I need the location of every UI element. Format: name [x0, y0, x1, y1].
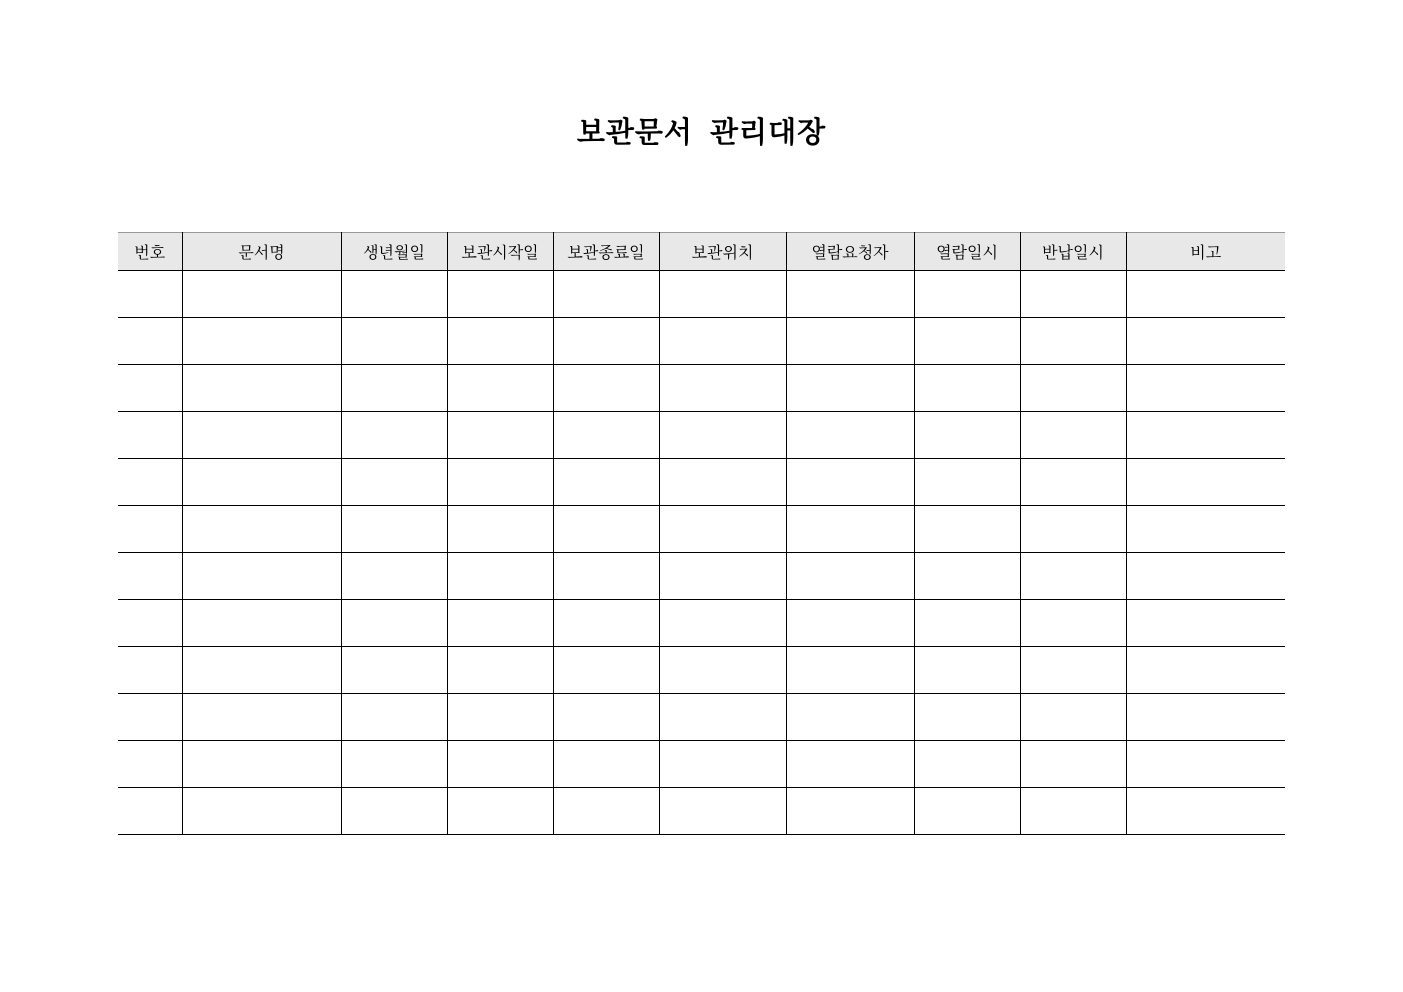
- table-cell[interactable]: [182, 553, 341, 600]
- table-cell[interactable]: [341, 412, 447, 459]
- table-header-row: [118, 233, 1285, 271]
- table-cell[interactable]: [659, 365, 786, 412]
- table-cell[interactable]: [118, 600, 182, 647]
- table-cell[interactable]: [1126, 365, 1285, 412]
- column-header-document-name: 문서명: [182, 233, 341, 271]
- table-cell[interactable]: [553, 600, 659, 647]
- document-register-table: [118, 232, 1285, 835]
- table-cell[interactable]: [914, 459, 1020, 506]
- table-cell[interactable]: [786, 694, 914, 741]
- table-row: [118, 318, 1285, 365]
- table-cell[interactable]: [447, 365, 553, 412]
- table-cell[interactable]: [1020, 741, 1126, 788]
- table-cell[interactable]: [447, 271, 553, 318]
- table-cell[interactable]: [786, 600, 914, 647]
- table-cell[interactable]: [182, 459, 341, 506]
- table-cell[interactable]: [553, 788, 659, 835]
- table-cell[interactable]: [914, 365, 1020, 412]
- table-cell[interactable]: [553, 506, 659, 553]
- table-cell[interactable]: [118, 506, 182, 553]
- table-cell[interactable]: [341, 647, 447, 694]
- table-cell[interactable]: [1020, 271, 1126, 318]
- table-cell[interactable]: [341, 318, 447, 365]
- table-cell[interactable]: [447, 741, 553, 788]
- table-cell[interactable]: [182, 271, 341, 318]
- table-row: [118, 694, 1285, 741]
- table-cell[interactable]: [1020, 459, 1126, 506]
- table-row: [118, 271, 1285, 318]
- table-cell[interactable]: [659, 694, 786, 741]
- table-cell[interactable]: [118, 459, 182, 506]
- column-header-storage-start: 보관시작일: [447, 233, 553, 271]
- table-cell[interactable]: [659, 412, 786, 459]
- table-cell[interactable]: [118, 365, 182, 412]
- column-header-birth-date: 생년월일: [341, 233, 447, 271]
- column-header-storage-location: 보관위치: [659, 233, 786, 271]
- table-row: [118, 553, 1285, 600]
- table-cell[interactable]: [1020, 694, 1126, 741]
- table-cell[interactable]: [659, 788, 786, 835]
- table-row: [118, 459, 1285, 506]
- table-cell[interactable]: [118, 553, 182, 600]
- table-row: [118, 741, 1285, 788]
- table-cell[interactable]: [914, 694, 1020, 741]
- table-cell[interactable]: [118, 647, 182, 694]
- table-cell[interactable]: [914, 506, 1020, 553]
- table-cell[interactable]: [659, 741, 786, 788]
- table-cell[interactable]: [341, 271, 447, 318]
- table-cell[interactable]: [1020, 318, 1126, 365]
- table-cell[interactable]: [786, 788, 914, 835]
- table-cell[interactable]: [553, 365, 659, 412]
- table-cell[interactable]: [182, 506, 341, 553]
- table-cell[interactable]: [786, 365, 914, 412]
- table-cell[interactable]: [182, 647, 341, 694]
- table-cell[interactable]: [341, 459, 447, 506]
- table-cell[interactable]: [341, 600, 447, 647]
- table-cell[interactable]: [1126, 788, 1285, 835]
- table-cell[interactable]: [182, 694, 341, 741]
- table-cell[interactable]: [1020, 553, 1126, 600]
- table-cell[interactable]: [1126, 600, 1285, 647]
- table-cell[interactable]: [447, 412, 553, 459]
- table-cell[interactable]: [1126, 459, 1285, 506]
- table-row: [118, 788, 1285, 835]
- table-cell[interactable]: [659, 647, 786, 694]
- table-cell[interactable]: [447, 553, 553, 600]
- table-cell[interactable]: [182, 600, 341, 647]
- table-cell[interactable]: [341, 506, 447, 553]
- table-cell[interactable]: [182, 412, 341, 459]
- table-cell[interactable]: [118, 318, 182, 365]
- table-cell[interactable]: [914, 600, 1020, 647]
- table-cell[interactable]: [118, 788, 182, 835]
- table-cell[interactable]: [914, 741, 1020, 788]
- table-cell[interactable]: [447, 788, 553, 835]
- table-cell[interactable]: [447, 694, 553, 741]
- table-cell[interactable]: [914, 788, 1020, 835]
- table-row: [118, 647, 1285, 694]
- table-cell[interactable]: [341, 788, 447, 835]
- table-cell[interactable]: [1020, 600, 1126, 647]
- table-cell[interactable]: [659, 553, 786, 600]
- table-cell[interactable]: [553, 271, 659, 318]
- table-cell[interactable]: [447, 459, 553, 506]
- table-cell[interactable]: [659, 271, 786, 318]
- table-cell[interactable]: [659, 506, 786, 553]
- table-cell[interactable]: [118, 412, 182, 459]
- table-cell[interactable]: [659, 318, 786, 365]
- table-cell[interactable]: [553, 412, 659, 459]
- column-header-remarks: 비고: [1126, 233, 1285, 271]
- table-cell[interactable]: [786, 506, 914, 553]
- table-cell[interactable]: [1126, 318, 1285, 365]
- column-header-number: 번호: [118, 233, 182, 271]
- page-title: 보관문서 관리대장: [576, 115, 827, 149]
- table-row: [118, 600, 1285, 647]
- table-cell[interactable]: [1126, 553, 1285, 600]
- table-cell[interactable]: [1126, 412, 1285, 459]
- column-header-return-datetime: 반납일시: [1020, 233, 1126, 271]
- table-cell[interactable]: [341, 553, 447, 600]
- table-cell[interactable]: [1020, 647, 1126, 694]
- table-cell[interactable]: [786, 412, 914, 459]
- table-cell[interactable]: [182, 741, 341, 788]
- table-cell[interactable]: [553, 459, 659, 506]
- table-row: [118, 365, 1285, 412]
- table-cell[interactable]: [1126, 694, 1285, 741]
- table-cell[interactable]: [341, 694, 447, 741]
- column-header-requester: 열람요청자: [786, 233, 914, 271]
- table-body: [118, 271, 1285, 835]
- column-header-storage-end: 보관종료일: [553, 233, 659, 271]
- table-cell[interactable]: [786, 318, 914, 365]
- table-cell[interactable]: [786, 459, 914, 506]
- table-cell[interactable]: [447, 647, 553, 694]
- column-header-view-datetime: 열람일시: [914, 233, 1020, 271]
- table-cell[interactable]: [1020, 788, 1126, 835]
- table-cell[interactable]: [1020, 365, 1126, 412]
- table-cell[interactable]: [786, 647, 914, 694]
- table-cell[interactable]: [553, 553, 659, 600]
- table-row: [118, 506, 1285, 553]
- table-cell[interactable]: [914, 553, 1020, 600]
- table-cell[interactable]: [914, 412, 1020, 459]
- table-cell[interactable]: [118, 741, 182, 788]
- table-cell[interactable]: [118, 694, 182, 741]
- table-cell[interactable]: [553, 318, 659, 365]
- table-cell[interactable]: [553, 741, 659, 788]
- table-cell[interactable]: [914, 647, 1020, 694]
- table-cell[interactable]: [447, 506, 553, 553]
- table-row: [118, 412, 1285, 459]
- table-cell[interactable]: [553, 694, 659, 741]
- table-cell[interactable]: [659, 600, 786, 647]
- table-cell[interactable]: [553, 647, 659, 694]
- table-cell[interactable]: [1020, 506, 1126, 553]
- table-cell[interactable]: [182, 788, 341, 835]
- table-cell[interactable]: [182, 365, 341, 412]
- table-cell[interactable]: [118, 271, 182, 318]
- table-cell[interactable]: [914, 271, 1020, 318]
- table-cell[interactable]: [341, 365, 447, 412]
- table-cell[interactable]: [1126, 271, 1285, 318]
- table-cell[interactable]: [341, 741, 447, 788]
- table-cell[interactable]: [182, 318, 341, 365]
- table-cell[interactable]: [786, 271, 914, 318]
- table-cell[interactable]: [1020, 412, 1126, 459]
- table-cell[interactable]: [659, 459, 786, 506]
- table-cell[interactable]: [447, 318, 553, 365]
- table-cell[interactable]: [447, 600, 553, 647]
- table-cell[interactable]: [786, 741, 914, 788]
- table-cell[interactable]: [786, 553, 914, 600]
- table-cell[interactable]: [1126, 741, 1285, 788]
- table-cell[interactable]: [914, 318, 1020, 365]
- table-cell[interactable]: [1126, 506, 1285, 553]
- table-cell[interactable]: [1126, 647, 1285, 694]
